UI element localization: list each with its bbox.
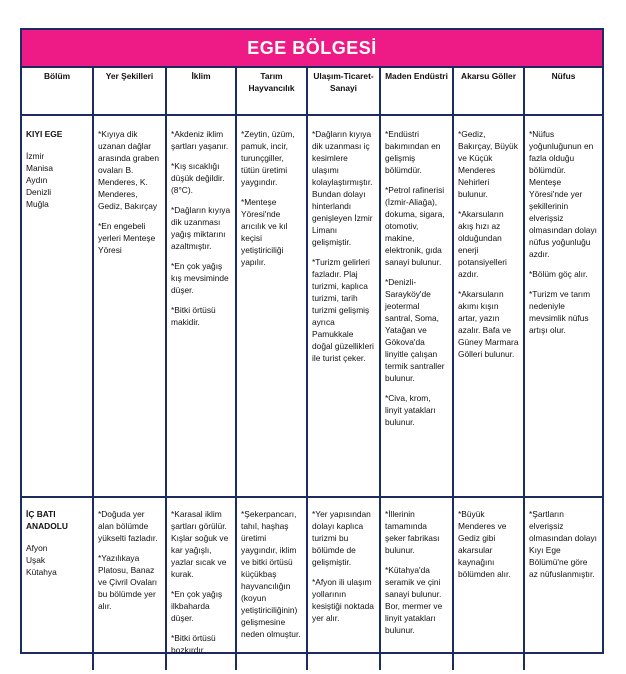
cell-text: *Kütahya'da seramik ve çini sanayi bulunur. Bor, mermer ve linyit yatakları bulunur. <box>385 565 443 635</box>
tarim-cell <box>236 497 307 670</box>
akarsu-cell <box>453 497 524 670</box>
cell-text: *Karasal iklim şartları görülür. Kışlar soğuk ve kar yağışlı, yazlar sıcak ve kurak. <box>171 509 229 579</box>
cell-text: *Kıyıya dik uzanan dağlar arasında graben ovaları B. Menderes, K. Menderes, Gediz, Bakırçay <box>98 129 159 211</box>
cell-text: *Yer yapısından dolayı kaplıca turizmi bu bölümde de gelişmiştir. <box>312 509 371 567</box>
maden-cell <box>380 497 453 670</box>
cell-text: *Dağların kıyıya dik uzanması iç kesimlere ulaşımı kolaylaştırmıştır. Bundan dolayı hinterlandı genişleyen İzmir Limanı gelişmiştir. <box>312 129 373 247</box>
maden-cell <box>380 115 453 497</box>
tarim-cell <box>236 115 307 497</box>
ege-bolgesi-table-frame <box>20 28 604 654</box>
region-name: KIYI EGE <box>26 129 63 139</box>
yer-sekilleri-cell <box>93 497 166 670</box>
cell-text: *Doğuda yer alan bölümde yükselti fazladır. <box>98 509 158 543</box>
cell-text: *İllerinin tamamında şeker fabrikası bulunur. <box>385 509 440 555</box>
cell-text: *Bölüm göç alır. <box>529 269 588 279</box>
cell-text: *Dağların kıyıya dik uzanması yağış miktarını azaltmıştır. <box>171 205 231 251</box>
region-cell <box>22 115 93 497</box>
iklim-cell <box>166 115 236 497</box>
header-tarim: Tarım Hayvancılık <box>236 68 307 115</box>
city-name: Kütahya <box>26 567 57 577</box>
cell-text: *Büyük Menderes ve Gediz gibi akarsular kaynağını bölümden alır. <box>458 509 511 579</box>
cell-text: *Şekerpancarı, tahıl, haşhaş üretimi yaygındır, iklim ve bitki örtüsü küçükbaş hayvancılığın (koyun yetiştiriciliğinin) gelişmesine neden olmuştur. <box>241 509 301 639</box>
cell-text: *Bitki örtüsü bozkırdır. <box>171 633 216 655</box>
city-name: Denizli <box>26 187 52 197</box>
cell-text: *Petrol rafinerisi (İzmir-Aliağa), dokuma, sigara, otomotiv, makine, elektronik, gıda sanayi bulunur. <box>385 185 445 267</box>
cell-text: *Civa, krom, linyit yatakları bulunur. <box>385 393 436 427</box>
cell-text: *Kış sıcaklığı düşük değildir. (8°C). <box>171 161 225 195</box>
city-name: Uşak <box>26 555 46 565</box>
cell-text: *Akdeniz iklim şartları yaşanır. <box>171 129 229 151</box>
cell-text: *Zeytin, üzüm, pamuk, incir, turunçgiller, tütün üretimi yaygındır. <box>241 129 295 187</box>
cell-text: *Menteşe Yöresi'nde arıcılık ve kıl keçisi yetiştiriciliği yapılır. <box>241 197 288 267</box>
city-name: Aydın <box>26 175 48 185</box>
cell-text: *Yazılıkaya Platosu, Banaz ve Çivril Ovaları bu bölümde yer alır. <box>98 553 158 611</box>
header-akarsu: Akarsu Göller <box>453 68 524 115</box>
iklim-cell <box>166 497 236 670</box>
city-name: Manisa <box>26 163 53 173</box>
cell-text: *Şartların elverişsiz olmasından dolayı Kıyı Ege Bölümü'ne göre az nüfuslanmıştır. <box>529 509 597 579</box>
header-iklim: İklim <box>166 68 236 115</box>
header-yer-sekilleri: Yer Şekilleri <box>93 68 166 115</box>
city-name: Afyon <box>26 543 48 553</box>
cell-text: *Turizm ve tarım nedeniyle mevsimlik nüfus artışı olur. <box>529 289 591 335</box>
table-row <box>22 115 602 497</box>
cell-text: *Endüstri bakımından en gelişmiş bölümdür. <box>385 129 441 175</box>
cell-text: *En çok yağış ilkbaharda düşer. <box>171 589 223 623</box>
table-row <box>22 497 602 670</box>
cell-text: *Bitki örtüsü makidir. <box>171 305 216 327</box>
header-maden: Maden Endüstri <box>380 68 453 115</box>
akarsu-cell <box>453 115 524 497</box>
ulasim-cell <box>307 115 380 497</box>
cell-text: *Gediz, Bakırçay, Büyük ve Küçük Menderes Nehirleri bulunur. <box>458 129 518 199</box>
region-name: İÇ BATI ANADOLU <box>26 509 68 531</box>
header-ulasim: Ulaşım-Ticaret-Sanayi <box>307 68 380 115</box>
cell-text: *Akarsuların akış hızı az olduğundan enerji potansiyelleri azdır. <box>458 209 507 279</box>
city-name: Muğla <box>26 199 49 209</box>
cell-text: *Denizli-Sarayköy'de jeotermal santral, Soma, Yatağan ve Gökova'da linyitle çalışan termik santraller bulunur. <box>385 277 445 383</box>
region-table <box>22 68 602 670</box>
cell-text: *En engebeli yerleri Menteşe Yöresi <box>98 221 156 255</box>
cell-text: *Turizm gelirleri fazladır. Plaj turizmi, kaplıca turizmi, tarih turizmi gelişmiş ayrıca Pamukkale doğal güzellikleri ile turist çeker. <box>312 257 374 363</box>
city-name: İzmir <box>26 151 45 161</box>
cell-text: *Afyon ili ulaşım yollarının kesiştiği noktada yer alır. <box>312 577 374 623</box>
cell-text: *En çok yağış kış mevsiminde düşer. <box>171 261 229 295</box>
nufus-cell <box>524 497 602 670</box>
page-title: EGE BÖLGESİ <box>22 30 602 68</box>
cell-text: *Akarsuların akımı kışın artar, yazın azalır. Bafa ve Güney Marmara Gölleri bulunur. <box>458 289 519 359</box>
nufus-cell <box>524 115 602 497</box>
header-nufus: Nüfus <box>524 68 602 115</box>
cell-text: *Nüfus yoğunluğunun en fazla olduğu bölümdür. Menteşe Yöresi'nde yer şekillerinin elverişsiz olmasından dolayı nüfus yoğunluğu azdır. <box>529 129 597 259</box>
yer-sekilleri-cell <box>93 115 166 497</box>
header-row <box>22 68 602 115</box>
header-bolum: Bölüm <box>22 68 93 115</box>
region-cell <box>22 497 93 670</box>
ulasim-cell <box>307 497 380 670</box>
